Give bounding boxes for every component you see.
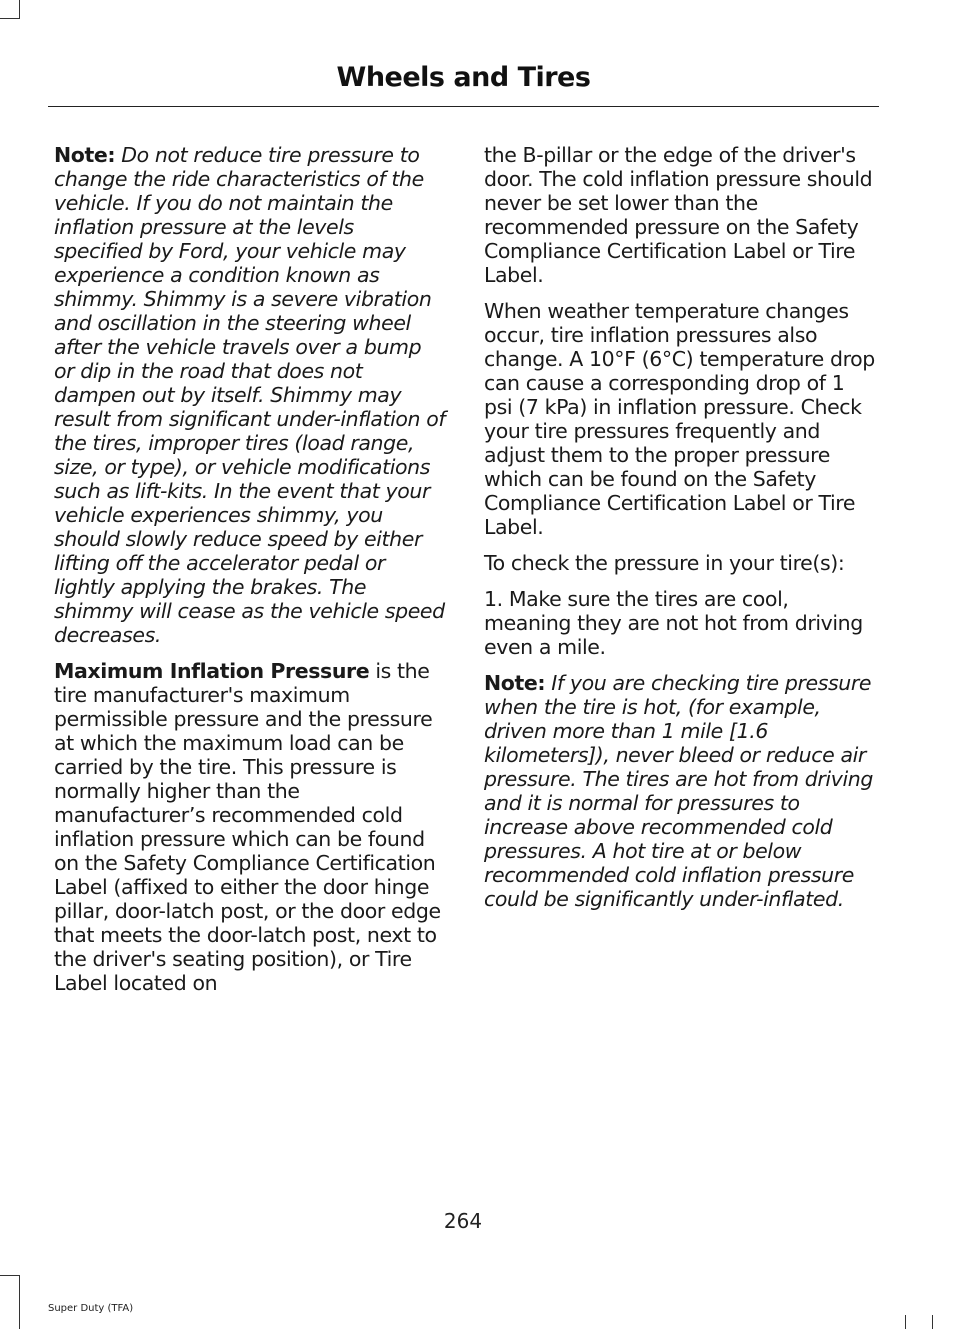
page-title: Wheels and Tires [336, 62, 591, 93]
right-column [484, 143, 876, 923]
max-inflation-label: Maximum Inflation Pressure [54, 659, 370, 683]
note-text: If you are checking tire pressure when the tire is hot, (for example, driven more than 1 mile [1.6 kilometers]), never bleed or reduce air pressure. The tires are hot from driving and it is normal for pressures to increase above recommended cold pressures. A hot tire at or below recommended cold inflation pressure could be significantly under-inflated. [484, 671, 873, 911]
step-1-paragraph: 1. Make sure the tires are cool, meaning they are not hot from driving even a mile. [484, 587, 863, 659]
document-id: Super Duty (TFA) [48, 1303, 134, 1314]
crop-mark [905, 1315, 906, 1329]
page-number: 264 [443, 1209, 483, 1233]
crop-mark [932, 1315, 933, 1329]
crop-mark [0, 18, 20, 19]
note-text: Do not reduce tire pressure to change the ride characteristics of the vehicle. If you do not maintain the inflation pressure at the levels specified by Ford, your vehicle may experience a condition known as shimmy. Shimmy is a severe vibration and oscillation in the steering wheel after the vehicle travels over a bump or dip in the road that does not dampen out by itself. Shimmy may result from significant under-inflation of the tires, improper tires (load range, size, or type), or vehicle modifications such as lift-kits. In the event that your vehicle experiences shimmy, you should slowly reduce speed by either lifting off the accelerator pedal or lightly applying the brakes. The shimmy will cease as the vehicle speed decreases. [54, 143, 446, 647]
check-intro-paragraph: To check the pressure in your tire(s): [484, 551, 845, 575]
crop-mark [0, 1275, 20, 1276]
note-label: Note: [54, 143, 116, 167]
crop-mark [19, 0, 20, 18]
shimmy-note [54, 143, 446, 647]
left-column [54, 143, 446, 1007]
weather-paragraph: When weather temperature changes occur, tire inflation pressures also change. A 10°F (6°C) temperature drop can cause a corresponding drop of 1 psi (7 kPa) in inflation pressure. Check your tire pressures frequently and adjust them to the proper pressure which can be found on the Safety Compliance Certification Label or Tire Label. [484, 299, 875, 539]
note-label: Note: [484, 671, 546, 695]
max-inflation-paragraph [54, 659, 446, 995]
max-inflation-text: is the tire manufacturer's maximum permissible pressure and the pressure at which the maximum load can be carried by the tire. This pressure is normally higher than the manufacturer’s recommended cold inflation pressure which can be found on the Safety Compliance Certification Label (affixed to either the door hinge pillar, door-latch post, or the door edge that meets the door-latch post, next to the driver's seating position), or Tire Label located on [54, 659, 441, 995]
crop-mark [19, 1275, 20, 1329]
hot-tire-note [484, 671, 876, 911]
header-divider [48, 106, 879, 107]
continuation-paragraph: the B-pillar or the edge of the driver's door. The cold inflation pressure should never be set lower than the recommended pressure on the Safety Compliance Certification Label or Tire Label. [484, 143, 873, 287]
